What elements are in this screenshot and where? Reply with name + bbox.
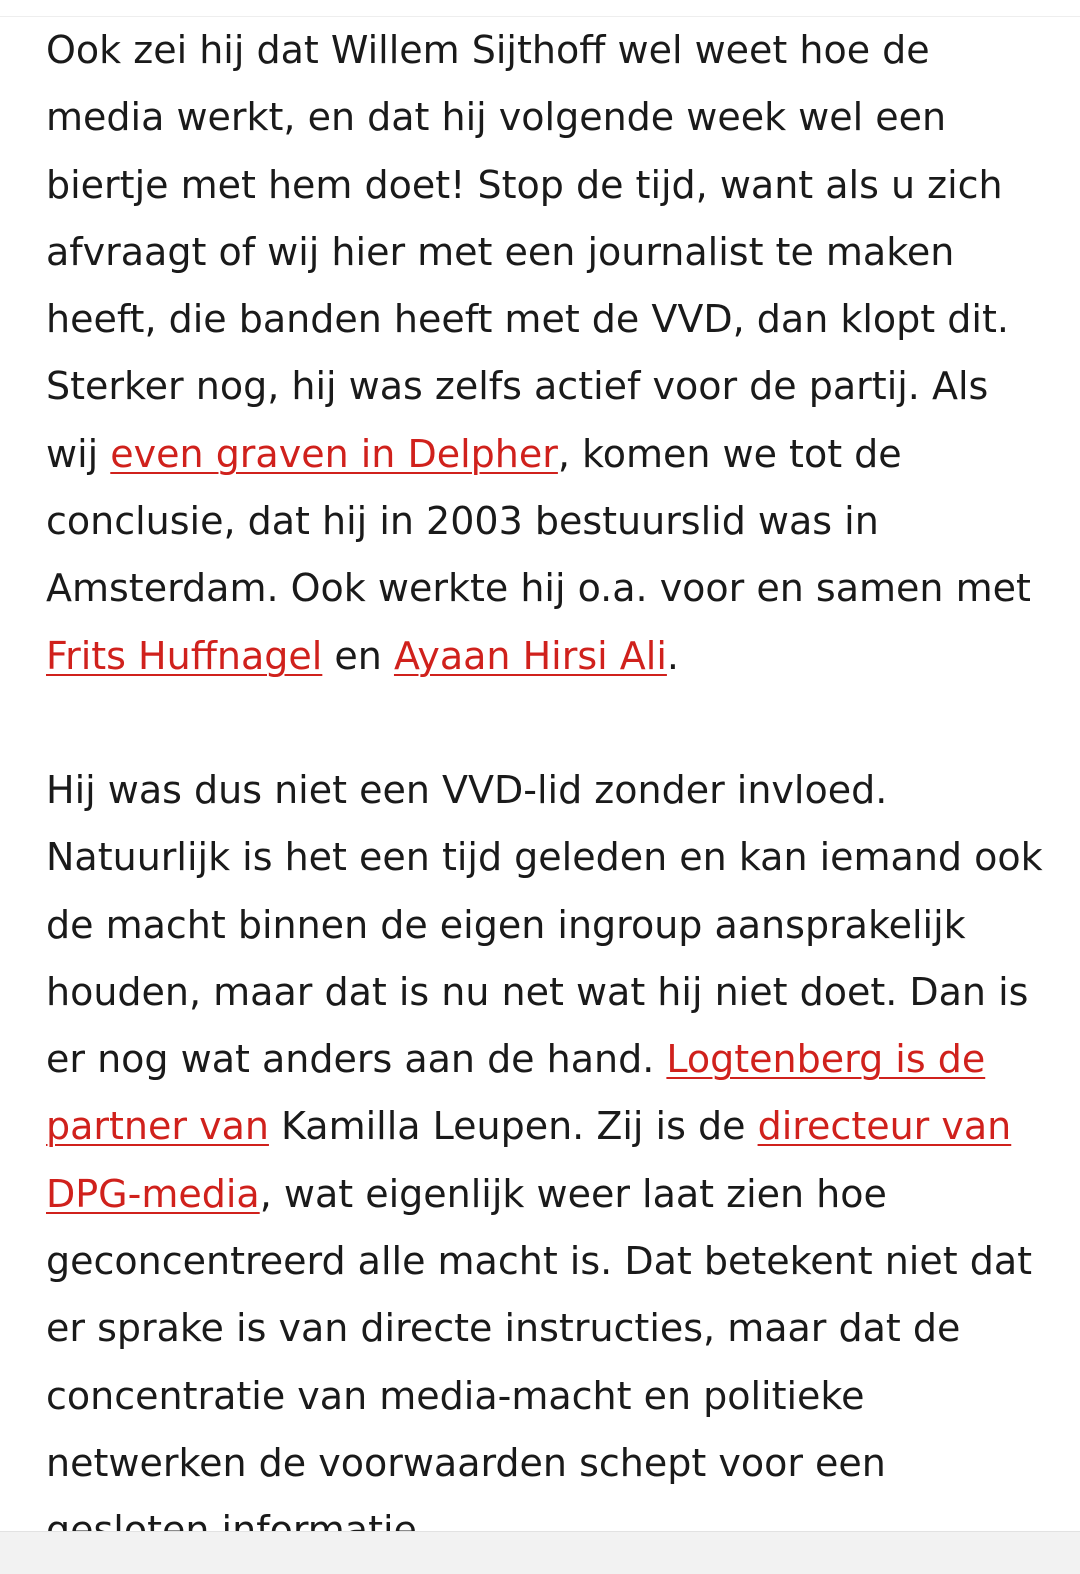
paragraph-1 <box>46 17 1046 690</box>
link-even-graven-in-delpher[interactable]: even graven in Delpher <box>110 431 558 476</box>
link-ayaan-hirsi-ali[interactable]: Ayaan Hirsi Ali <box>393 633 667 678</box>
article-body <box>46 17 1046 1565</box>
paragraph-2-text-1: Hij was dus niet een VVD-lid zonder invloed. Natuurlijk is het een tijd geleden en kan iemand ook de macht binnen de eigen ingroup aansprakelijk houden, maar dat is nu net wat hij niet doet. Dan is er nog wat anders aan de hand. <box>46 767 1043 1082</box>
paragraph-2 <box>46 757 1046 1565</box>
paragraph-2-text-3: , wat eigenlijk weer laat zien hoe geconcentreerd alle macht is. Dat betekent niet dat er sprake is van directe instructies, maar dat de concentratie van media-macht en politieke netwerken de voorwaarden schept voor een <box>46 1171 1033 1485</box>
paragraph-2-text-2: Kamilla Leupen. Zij is de <box>268 1104 758 1149</box>
link-logtenberg-partner[interactable]: Logtenberg is de partner van <box>46 1037 986 1149</box>
paragraph-1-text-1: Ook zei hij dat Willem Sijthoff wel weet hoe de media werkt, en dat hij volgende week wel een biertje met hem doet! Stop de tijd, want als u zich afvraagt of wij hier met een journalist te maken heeft, die banden heeft met de VVD, dan klopt dit. Sterker nog, hij was zelfs actief voor de partij. Als wij <box>46 28 1009 476</box>
paragraph-1-text-2: , komen we tot de conclusie, dat hij in 2003 bestuurslid was in Amsterdam. Ook werkte hij o.a. voor en samen met <box>46 431 1031 611</box>
top-edge <box>0 0 1080 17</box>
link-directeur-dpg-media[interactable]: directeur van DPG-media <box>46 1104 1012 1216</box>
paragraph-1-text-4: . <box>666 633 679 678</box>
bottom-bar <box>0 1531 1080 1574</box>
paragraph-1-text-3: en <box>322 633 394 678</box>
link-frits-huffnagel[interactable]: Frits Huffnagel <box>46 633 323 678</box>
